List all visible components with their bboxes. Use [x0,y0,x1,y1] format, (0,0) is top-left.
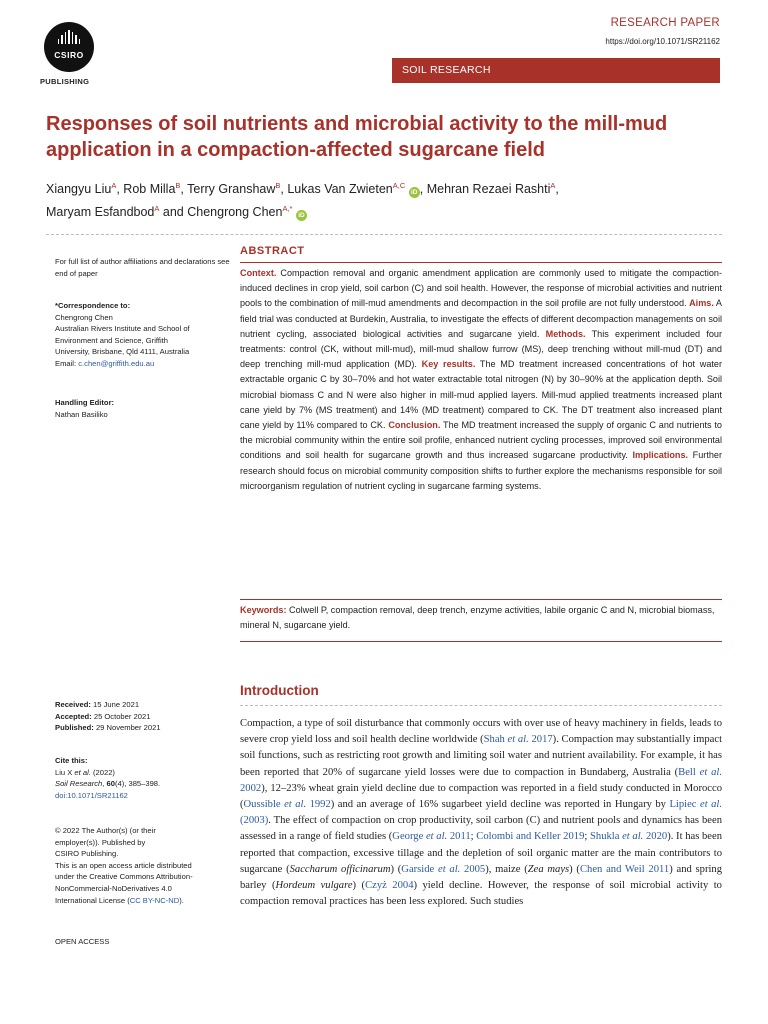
text-segment: ; [470,831,477,843]
abstract-mid-rule [240,599,722,600]
author-name[interactable]: Rob Milla [123,182,176,197]
text-segment: ), maize ( [485,863,528,875]
citation-link[interactable]: 2017 [528,734,553,746]
citation-link[interactable]: 2011 [447,831,471,843]
citation-link[interactable]: Chen and Weil 2011 [579,863,670,875]
handling-editor-block: Handling Editor: Nathan Basiliko [55,398,115,419]
correspondence-block: *Correspondence to: Chengrong Chen Australian Rivers Institute and School of Environment and Science, Griffith University, Brisbane, Qld 4111, Australia Email: c.chen@griffith.edu.au [55,301,190,368]
abstract-bottom-rule [240,641,722,642]
introduction-rule [240,705,722,706]
text-segment: ) yield decline. However, the response of soil microbial activity to compaction removal practices has been less explored. Such studies [240,880,722,908]
introduction-paragraph [240,716,722,910]
citation-link[interactable]: Shah [483,734,508,746]
author-name[interactable]: Terry Granshaw [187,182,276,197]
abstract-body: Context. Compaction removal and organic amendment application are commonly used to mitigate the compaction-induced declines in crop yield, soil carbon (C) and soil health. However, the response of microbial activities and nutrient pools to the combination of mill-mud amendments and decompaction in the soil profile are not fully understood. Aims. A field trial was conducted at Burdekin, Australia, to investigate the effects of different decompaction managements on soil nutrient cycling, associated biological activities and sugarcane yield. Methods. This experiment included four treatments: control (CK, without mill-mud), mill-mud shallow furrow (MS), deep trenching without mill-mud (DT) and deep trenching mill-mud application (MD). Key results. The MD treatment increased concentrations of hot water extractable organic C by 30–70% and hot water extractable total nitrogen (N) by 30–90% at the application depth. Soil microbial biomass C and N were also higher in mill-mud applied layers. Mill-mud applied treatments increased plant cane yield by 7% (MS treatment) and 14% (MD treatment) compared to CK. The DT treatment also increased plant cane yield by 11% compared to CK. Conclusion. The MD treatment increased the supply of organic C and nutrients to the microbial community within the entire soil profile, enhanced nutrient cycling processes, improved soil environmental conditions and soil health for sugarcane growth and thus increased sugarcane productivity. Implications. Further research should focus on microbial community composition shifts to further explore the mechanisms responsible for soil microorganism regulation of nutrient cycling in sugarcane farming systems. [240,268,723,491]
citation-link[interactable]: George [392,831,426,843]
author-name[interactable]: Maryam Esfandbod [46,205,155,220]
text-segment: ). Compaction may substantially impact soil functions, such as restricting root growth and limiting soil water and nutrient availability. For example, it has been reported that 20% of sugarcane yield losses were due to compaction in Bundaberg, Australia ( [240,734,723,778]
introduction-heading: Introduction [240,683,319,698]
keywords: Keywords: Colwell P, compaction removal, deep trench, enzyme activities, labile organic C and N, microbial biomass, mineral N, sugarcane yield. [240,605,715,631]
abstract-top-rule [240,262,722,263]
orcid-icon[interactable]: iD [296,210,307,221]
license-link[interactable]: CC BY-NC-ND [129,895,180,905]
species-name: Hordeum vulgare [275,880,353,892]
citation-link[interactable]: et al. [284,799,307,811]
publishing-label: PUBLISHING [40,77,90,86]
author-name[interactable]: Lukas Van Zwieten [287,182,393,197]
logo-text: CSIRO [54,50,84,60]
citation-link[interactable]: et al. [438,863,461,875]
license-block: © 2022 The Author(s) (or their employer(s)). Published by CSIRO Publishing. This is an open access article distributed under the Creative Commons Attribution- NonCommercial-NoDerivatives 4.0 International License (CC BY-NC-ND). [55,826,193,905]
citation-link[interactable]: (2003) [240,815,269,827]
email-link[interactable]: c.chen@griffith.edu.au [78,358,155,368]
citation-link[interactable]: 1992 [306,799,331,811]
orcid-icon[interactable]: iD [409,187,420,198]
open-access-label: OPEN ACCESS [55,937,110,946]
text-segment: ). It has been reported that compaction, excessive tillage and the depletion of soil organic matter are the main contributors to sugarcane ( [240,831,723,875]
cite-doi-link[interactable]: doi:10.1071/SR21162 [55,790,128,800]
logo-bars-icon [58,30,80,44]
citation-link[interactable]: et al. [622,831,644,843]
citation-link[interactable]: Oussible [243,799,285,811]
text-segment: ) ( [352,880,366,892]
citation-link[interactable]: Garside [401,863,438,875]
text-segment: ) and spring barley ( [240,863,723,892]
journal-name: SOIL RESEARCH [402,64,491,76]
citation-link[interactable]: et al. [699,766,723,778]
text-segment: ) ( [569,863,580,875]
text-segment: ) ( [390,863,402,875]
citation-link[interactable]: Colombi and Keller 2019 [476,831,585,843]
affiliations-note: For full list of author affiliations and declarations see end of paper [55,257,230,278]
author-list: Xiangyu Liu$^A$, Rob Milla$^B$, Terry Granshaw$^B$, Lukas Van Zwieten$^{A,C}$ iD , Mehran Rezaei Rashti$^A$, Maryam Esfandbod$^A$ and Chengrong Chen$^{A,*}$ iD [46,181,559,220]
text-segment: . The effect of compaction on crop productivity, soil carbon (C) and nutrient pools and dynamics has been assessed in a range of field studies ( [240,815,722,843]
citation-link[interactable]: Lipiec [669,799,700,811]
doi-link[interactable]: https://doi.org/10.1071/SR21162 [605,37,720,46]
author-name[interactable]: Xiangyu Liu [46,182,112,197]
article-type: RESEARCH PAPER [610,17,720,29]
citation-link[interactable]: Bell [678,766,700,778]
citation-link[interactable]: et al. [507,734,529,746]
text-segment: ; [584,831,590,843]
citation-link[interactable]: 2020 [643,831,668,843]
header-divider [46,234,722,235]
citation-link[interactable]: Czyż 2004 [365,880,414,892]
citation-link[interactable]: et al. [425,831,448,843]
species-name: Zea mays [527,863,570,875]
citation-link[interactable]: 2002 [240,782,262,794]
citation-link[interactable]: 2005 [460,863,486,875]
author-name[interactable]: Mehran Rezaei Rashti [426,182,551,197]
paper-title: Responses of soil nutrients and microbial activity to the mill-mud application in a compaction-affected sugarcane field [46,113,668,161]
dates-block: Received: 15 June 2021 Accepted: 25 October 2021 Published: 29 November 2021 [55,700,161,733]
text-segment: ) and an average of 16% sugarbeet yield decline was reported in Hungary by [330,799,670,811]
cite-block: Cite this: Liu X et al. (2022) Soil Research, 60(4), 385–398. doi:10.1071/SR21162 [55,755,231,801]
text-segment: ), 12–23% wheat grain yield decline due to compaction was reported in a field study conducted in Morocco ( [240,782,722,811]
citation-link[interactable]: Shukla [590,831,623,843]
citation-link[interactable]: et al. [700,799,723,811]
abstract-heading: ABSTRACT [240,245,305,257]
species-name: Saccharum officinarum [289,863,391,875]
author-name[interactable]: Chengrong Chen [187,205,283,220]
text-segment: Compaction, a type of soil disturbance that commonly occurs with over use of heavy machinery in fields, leads to severe crop yield loss and soil health decline worldwide ( [240,718,722,746]
